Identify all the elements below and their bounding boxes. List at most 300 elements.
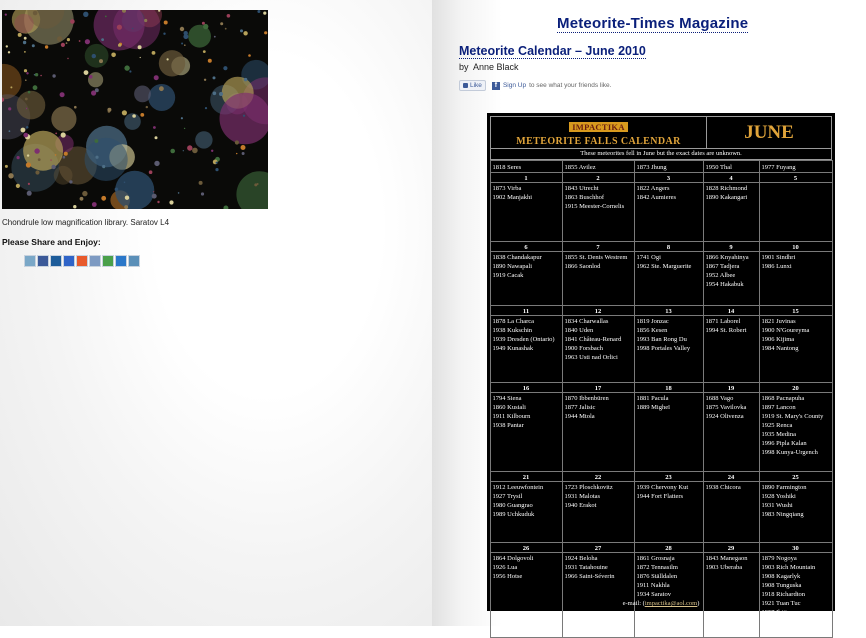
meteorite-fall-entry: 1938 Chicora [705,483,741,491]
mineral-grain [187,145,192,150]
mineral-grain [55,154,57,156]
mineral-grain [122,110,127,115]
meteorite-fall-entry: 1939 Chervony Kut [636,483,689,491]
mineral-grain [219,92,223,96]
day-cell [562,392,635,472]
meteorite-fall-entry: 1998 Kunya-Urgench [761,449,818,457]
mineral-grain [26,108,27,109]
day-number: 4 [703,172,760,183]
mineral-grain [124,205,128,209]
mineral-grain [167,58,169,60]
meteorite-fall-entry: 1952 Albee [705,271,736,279]
meteorite-fall-entry: 1918 Richardton [761,590,806,598]
mineral-grain [199,181,203,185]
mineral-grain [159,86,164,91]
meteorite-fall-entry: 1840 Uden [564,326,594,334]
chondrule-blob [88,72,103,87]
unknown-date-cell: 1873 Jhung [634,160,704,173]
signup-suffix: to see what your friends like. [529,82,612,89]
mineral-grain [208,59,212,63]
meteorite-fall-entry: 1931 Malotas [564,492,601,500]
meteorite-fall-entry: 1889 Migheï [636,403,670,411]
day-number: 19 [703,382,760,393]
mineral-grain [9,130,11,132]
day-cell [490,315,563,383]
day-number: 15 [759,305,833,316]
digg-icon[interactable] [50,255,62,267]
mineral-grain [132,114,136,118]
mineral-grain [149,170,153,174]
mineral-grain [243,115,245,117]
mineral-grain [180,27,184,31]
mineral-grain [64,152,68,156]
meteorite-fall-entry: 1912 Leeuwfontein [492,483,544,491]
meteorite-fall-entry: 1741 Ogi [636,253,661,261]
mineral-grain [144,19,147,22]
mineral-grain [27,154,29,156]
chondrule-blob [85,44,109,68]
meteorite-fall-entry: 1834 Charwallas [564,317,609,325]
byline [459,62,519,72]
meteorite-fall-entry: 1925 Renca [761,421,793,429]
day-number: 16 [490,382,563,393]
mineral-grain [85,39,90,44]
mineral-grain [66,42,68,44]
meteorite-fall-entry: 1863 Buschhof [564,193,605,201]
mineral-grain [223,66,227,70]
mineral-grain [204,79,206,81]
day-number: 28 [634,542,704,553]
mineral-grain [74,106,77,109]
meteorite-fall-entry: 1856 Kesen [636,326,668,334]
mineral-grain [61,132,66,137]
day-cell [634,182,704,242]
signup-link[interactable]: Sign Up [502,82,527,89]
day-number: 5 [759,172,833,183]
mineral-grain [244,78,247,81]
day-number: 26 [490,542,563,553]
chondrule-micrograph-image [2,10,268,209]
meteorite-fall-entry: 1821 Juvinas [761,317,796,325]
mineral-grain [111,53,116,58]
meteorite-fall-entry: 1921 Tuan Tuc [761,599,801,607]
day-cell [634,481,704,543]
day-cell [759,182,833,242]
meteorite-fall-entry: 1944 Mtola [564,412,595,420]
day-number: 7 [562,241,635,252]
mineral-grain [243,31,247,35]
meteorite-fall-entry: 1902 Manjakhi [492,193,533,201]
meteorite-fall-entry: 1963 Usti nad Orlici [564,353,618,361]
meteorite-fall-entry: 1897 Lancon [761,403,796,411]
mineral-grain [154,161,159,166]
mineral-grain [33,85,38,90]
meteorite-fall-entry: 1957 Ibitira [761,609,793,617]
meteorite-fall-entry: 1842 Aumieres [636,193,677,201]
mineral-grain [23,41,26,44]
mineral-grain [205,107,207,109]
day-cell [634,251,704,306]
mineral-grain [57,36,62,41]
day-cell [490,392,563,472]
day-number: 9 [703,241,760,252]
calendar-brand [491,117,707,148]
meteorite-fall-entry: 1980 Guangrao [492,501,533,509]
day-cell [562,552,635,638]
day-number: 14 [703,305,760,316]
mineral-grain [8,51,10,53]
mineral-grain [155,136,158,139]
mineral-grain [225,28,227,30]
meteorite-fall-entry: 1843 Utrecht [564,184,599,192]
facebook-icon[interactable] [37,255,49,267]
meteorite-fall-entry: 1986 Lunxi [761,262,792,270]
mineral-grain [138,45,142,49]
meteorite-fall-entry: 1871 Laborel [705,317,741,325]
unknown-date-cell: 1977 Fuyang [759,160,833,173]
mineral-grain [35,73,38,76]
mineral-grain [170,149,175,154]
meteorite-fall-entry: 1928 Yoshiki [761,492,796,500]
like-label: Like [470,82,482,89]
day-number: 13 [634,305,704,316]
day-cell [703,481,760,543]
mineral-grain [21,128,26,133]
mineral-grain [26,162,31,167]
day-number: 24 [703,471,760,482]
calendar-note: These meteorites fell in June but the exact dates are unknown. [490,149,832,160]
chondrule-blob [236,171,268,209]
meteorite-fall-entry: 1911 Nakhla [636,581,670,589]
day-cell [703,315,760,383]
meteorite-fall-entry: 1983 Ningqiang [761,510,804,518]
meteorite-fall-entry: 1822 Angers [636,184,670,192]
mineral-grain [163,33,165,35]
chondrule-blob [2,64,22,99]
mineral-grain [257,10,260,13]
mineral-grain [178,192,180,194]
mineral-grain [117,25,122,30]
mineral-grain [102,165,105,168]
meteorite-fall-entry: 1984 Nantong [761,344,799,352]
mineral-grain [6,45,8,47]
mineral-grain [18,33,22,37]
mineral-grain [24,37,27,40]
meteorite-fall-entry: 1908 Kagarlyk [761,572,801,580]
mineral-grain [38,158,41,161]
mineral-grain [264,31,267,34]
google-bookmarks-icon[interactable] [89,255,101,267]
meteorite-fall-entry: 1875 Vavilovka [705,403,747,411]
day-cell [703,552,760,638]
article-title-link[interactable]: Meteorite Calendar – June 2010 [459,44,646,58]
mineral-grain [99,59,103,63]
footer-prefix: e-mail: ( [622,600,645,607]
mineral-grain [236,153,237,154]
day-cell [759,552,833,638]
day-number: 3 [634,172,704,183]
mineral-grain [92,54,96,58]
email-link[interactable]: impactika@aol.com [644,600,698,607]
meteorite-fall-entry: 1908 Tunguska [761,581,802,589]
mineral-grain [8,173,13,178]
unknown-date-cell: 1818 Seres [490,160,563,173]
like-button[interactable] [459,80,486,91]
mineral-grain [153,191,154,192]
day-number: 18 [634,382,704,393]
meteorite-fall-entry: 1864 Dolgovoli [492,554,534,562]
meteorite-fall-entry: 1954 Hakabuk [705,280,744,288]
calendar-month: JUNE [744,122,794,143]
mineral-grain [79,40,81,42]
meteorite-fall-entry: 1866 Knyahinya [705,253,749,261]
day-number: 12 [562,305,635,316]
mineral-grain [140,113,144,117]
meteorite-fall-entry: 1841 Château-Renard [564,335,622,343]
mineral-grain [25,98,28,101]
mineral-grain [60,92,65,97]
day-cell [703,182,760,242]
meteorite-fall-entry: 1938 Kukschin [492,326,533,334]
day-number: 27 [562,542,635,553]
meteorite-fall-entry: 1938 Pantar [492,421,524,429]
meteorite-fall-entry: 1915 Meester-Cornelis [564,202,625,210]
mineral-grain [235,140,239,144]
mineral-grain [140,57,141,58]
byline-prefix: by [459,62,469,72]
mineral-grain [17,156,20,159]
mineral-grain [184,31,188,35]
day-number: 11 [490,305,563,316]
day-cell [634,392,704,472]
mineral-grain [5,14,7,16]
mineral-grain [51,165,55,169]
live-icon[interactable] [115,255,127,267]
mineral-grain [263,12,266,15]
mineral-grain [152,51,156,55]
mineral-grain [84,70,89,75]
meteorite-fall-entry: 1866 Saonlod [564,262,601,270]
meteorite-fall-entry: 1723 Ploschkovitz [564,483,613,491]
mineral-grain [214,36,216,38]
chondrule-blob [115,171,154,209]
mineral-grain [69,180,72,183]
mineral-grain [248,54,251,57]
chondrule-blob [85,138,128,181]
meteorite-fall-entry: 1906 Kijima [761,335,795,343]
day-number: 25 [759,471,833,482]
meteorite-fall-entry: 1873 Virba [492,184,522,192]
chondrule-blob [17,91,46,120]
mineral-grain [184,128,185,129]
mineral-grain [192,148,198,154]
delicious-icon[interactable] [63,255,75,267]
meteorite-fall-entry: 1966 Saint-Séverin [564,572,615,580]
mineral-grain [215,168,218,171]
chondrule-blob [14,14,33,33]
mineral-grain [67,58,68,59]
mineral-grain [242,152,245,155]
mineral-grain [146,106,148,108]
mineral-grain [27,191,32,196]
meteorite-fall-entry: 1919 St. Mary's County [761,412,824,420]
meteorite-fall-entry: 1919 Cacak [492,271,524,279]
mineral-grain [129,70,131,72]
mineral-grain [45,45,48,48]
meteorite-fall-entry: 1984 Aomori [761,618,796,626]
day-cell [490,552,563,638]
day-cell [490,182,563,242]
technorati-icon[interactable] [102,255,114,267]
mineral-grain [124,65,129,70]
meteorite-fall-entry: 1989 Uchkuduk [492,510,535,518]
meteorite-fall-entry: 1993 Ban Rong Du [636,335,687,343]
mineral-grain [73,205,76,208]
mineral-grain [89,75,93,79]
meteorite-fall-entry: 1861 Grosnaja [636,554,675,562]
meteorite-fall-entry: 1926 Lua [492,563,518,571]
mineral-grain [201,192,204,195]
calendar-header [490,116,832,149]
mineral-grain [227,14,231,18]
mineral-grain [95,88,99,92]
mineral-grain [169,200,173,204]
mineral-grain [216,162,218,164]
mineral-grain [124,182,126,184]
mineral-grain [125,196,129,200]
mineral-grain [101,38,104,41]
mineral-grain [241,145,246,150]
day-number: 30 [759,542,833,553]
meteorite-fall-entry: 1944 Fort Flatters [636,492,684,500]
mineral-grain [164,21,168,25]
meteorite-fall-entry: 1838 Chandakapur [492,253,542,261]
stumbleupon-icon[interactable] [76,255,88,267]
chondrule-blob [159,50,185,76]
meteorite-fall-entry: 1828 Richmond [705,184,748,192]
chondrule-blob [134,86,151,103]
mineral-grain [92,202,97,207]
photo-caption: Chondrule low magnification library. Saratov L4 [2,218,170,227]
mineral-grain [118,44,121,47]
day-cell [562,182,635,242]
meteorite-fall-entry: 1868 Pacnapuha [761,394,805,402]
meteorite-fall-entry: 1878 La Charca [492,317,535,325]
day-cell [759,315,833,383]
mineral-grain [63,156,66,159]
meteorite-calendar-image [487,113,835,626]
day-number: 2 [562,172,635,183]
mineral-grain [10,86,12,88]
meteorite-fall-entry: 1940 Erakot [564,501,597,509]
share-icons-row [24,255,140,267]
unknown-date-cell: 1950 Thal [703,160,760,173]
day-number: 8 [634,241,704,252]
mineral-grain [5,165,8,168]
meteorite-fall-entry: 1924 Beloha [564,554,598,562]
meteorite-fall-entry: 1877 Jalisic [564,403,596,411]
mineral-grain [220,22,223,25]
calendar-grid [490,160,832,637]
chondrule-blob [195,131,212,148]
mineral-grain [203,50,206,53]
mineral-grain [28,183,30,185]
mineral-grain [23,133,28,138]
mineral-grain [55,133,57,135]
mineral-grain [50,159,51,160]
mineral-grain [34,148,39,153]
mineral-grain [16,184,20,188]
mineral-grain [181,43,183,45]
mineral-grain [70,19,75,24]
mineral-grain [184,44,186,46]
day-cell [490,481,563,543]
meteorite-fall-entry: 1949 Kunashak [492,344,534,352]
author-name: Anne Black [473,62,519,72]
mineral-grain [154,75,159,80]
meteorite-fall-entry: 1688 Vago [705,394,734,402]
mineral-grain [33,11,38,16]
mineral-grain [101,196,106,201]
meteorite-fall-entry: 1881 Pacula [636,394,669,402]
meteorite-fall-entry: 1903 Uberaba [705,563,743,571]
meteorite-fall-entry: 1956 Hotse [492,572,523,580]
print-icon[interactable] [24,255,36,267]
mineral-grain [25,79,27,81]
meteorite-fall-entry: 1860 Kusiali [492,403,526,411]
unknown-date-cell: 1855 Avilez [562,160,635,173]
day-cell [759,481,833,543]
calendar-footer [487,600,835,607]
mineral-grain [183,150,184,151]
meteorite-fall-entry: 1872 Tennasilm [636,563,678,571]
facebook-like-row [459,80,611,91]
magazine-title-link[interactable]: Meteorite-Times Magazine [557,15,749,32]
day-cell [562,315,635,383]
mineral-grain [95,139,99,143]
facebook-icon: f [492,82,500,90]
meteorite-fall-entry: 1843 Manegaon [705,554,748,562]
share-heading: Please Share and Enjoy: [2,237,101,247]
mineral-grain [105,16,107,18]
meteorite-fall-entry: 1867 Tadjera [705,262,740,270]
left-page [0,0,432,626]
mineral-grain [254,183,257,186]
mineral-grain [181,117,183,119]
day-number: 17 [562,382,635,393]
meteorite-fall-entry: 1962 Ste. Marguerite [636,262,692,270]
day-number: 23 [634,471,704,482]
meteorite-fall-entry: 1900 N'Goureyma [761,326,810,334]
mineral-grain [24,51,26,53]
meteorite-fall-entry: 1890 Kakangari [705,193,748,201]
mineral-grain [8,107,11,110]
meteorite-fall-entry: 1876 Ställdalen [636,572,678,580]
mineral-grain [40,75,42,77]
mineral-grain [211,150,213,152]
meteorite-fall-entry: 1819 Jonzac [636,317,669,325]
meteorite-fall-entry: 1911 Kilbourn [492,412,531,420]
meteorite-fall-entry: 1935 Medina [761,430,796,438]
meteorite-fall-entry: 1994 St. Robert [705,326,747,334]
email-icon[interactable] [128,255,140,267]
mineral-grain [95,156,98,159]
mineral-grain [107,108,111,112]
meteorite-fall-entry: 1931 Tatahouine [564,563,608,571]
mineral-grain [52,74,55,77]
mineral-grain [80,197,84,201]
mineral-grain [213,92,217,96]
